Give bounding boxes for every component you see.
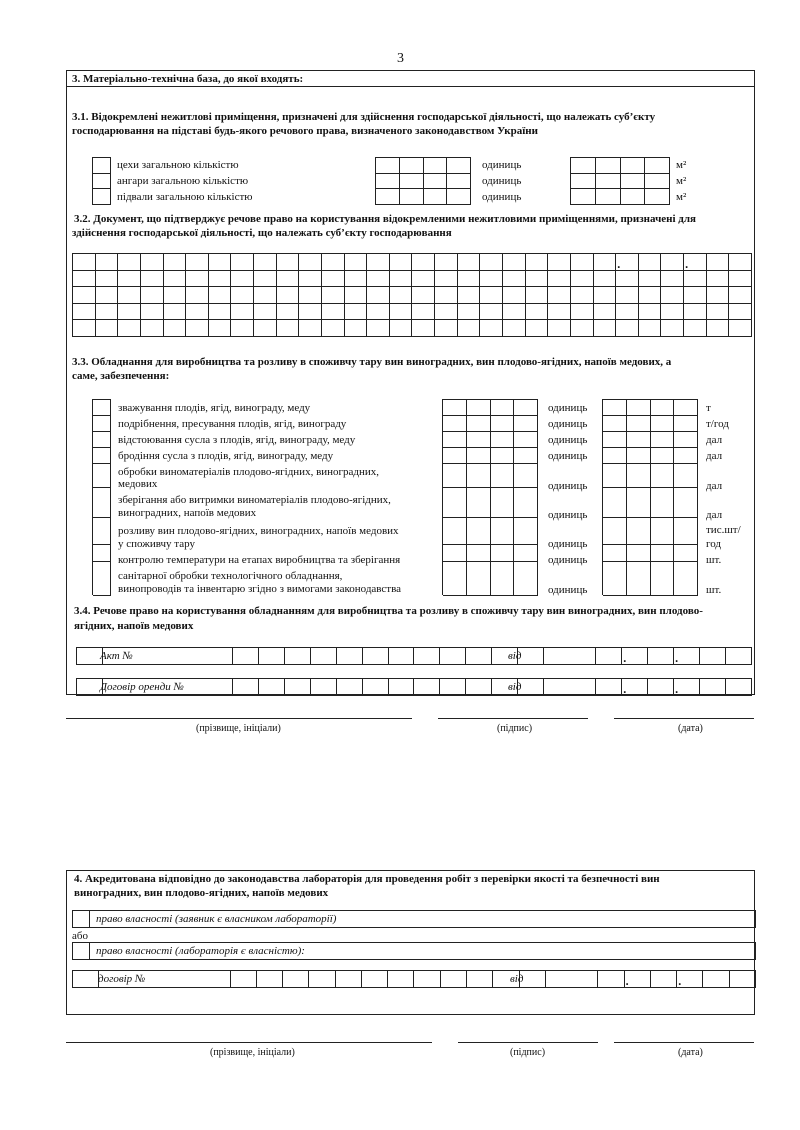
contract-from-label: від xyxy=(510,973,524,985)
capacity-unit-crushing: т/год xyxy=(706,418,729,430)
equip-label-sanitation-2: винопроводів та інвентарю згідно з вимогами законодавства xyxy=(118,583,402,595)
capacity-unit-weighing: т xyxy=(706,402,711,414)
equip-unit-temperature: одиниць xyxy=(548,554,588,566)
equip-label-storage-1: зберігання або витримки виноматеріалів плодово-ягідних, xyxy=(118,494,391,506)
checkbox-sanitation[interactable] xyxy=(93,562,111,596)
equip-unit-weighing: одиниць xyxy=(548,402,588,414)
count-grid-3-3[interactable] xyxy=(442,399,538,595)
equip-label-crushing: подрібнення, пресування плодів, ягід, винограду xyxy=(118,418,347,430)
act-from-label: від xyxy=(508,650,522,662)
signature-caption-1: (підпис) xyxy=(497,723,533,734)
equip-label-weighing: зважування плодів, ягід, винограду, меду xyxy=(118,402,311,414)
signature-line-2[interactable] xyxy=(458,1042,598,1043)
own-lab-label: право власності (заявник є власником лабораторії) xyxy=(96,913,337,925)
capacity-unit-processing: дал xyxy=(706,480,723,492)
contract-label: договір № xyxy=(98,973,146,985)
checkbox-fermentation[interactable] xyxy=(93,448,111,464)
lease-from-label: від xyxy=(508,681,522,693)
act-number-grid[interactable] xyxy=(76,647,752,665)
section-3-2-heading-line1: 3.2. Документ, що підтверджує речове право на користування відокремленими нежитловими приміщеннями, призначені для xyxy=(74,213,696,225)
equip-label-settling: відстоювання сусла з плодів, ягід, винограду, меду xyxy=(118,434,356,446)
name-caption-2: (прізвище, ініціали) xyxy=(210,1047,295,1058)
name-line-2[interactable] xyxy=(66,1042,432,1043)
checkbox-crushing[interactable] xyxy=(93,416,111,432)
equip-unit-fermentation: одиниць xyxy=(548,450,588,462)
checkbox-storage[interactable] xyxy=(93,488,111,518)
count-grid-3-1[interactable] xyxy=(375,157,471,205)
checkbox-processing[interactable] xyxy=(93,464,111,488)
section-3-1-heading-line2: господарювання на підставі будь-якого речового права, визначеного законодавством України xyxy=(72,125,538,137)
document-grid-3-2[interactable] xyxy=(72,253,752,337)
checkbox-weighing[interactable] xyxy=(93,400,111,416)
or-label: або xyxy=(72,930,88,942)
equip-unit-storage: одиниць xyxy=(548,509,588,521)
equip-label-bottling-1: розливу вин плодово-ягідних, виноградних, напоїв медових xyxy=(118,525,399,537)
page-number: 3 xyxy=(397,51,404,66)
row-label-hangars: ангари загальною кількістю xyxy=(117,175,249,187)
checkbox-temperature[interactable] xyxy=(93,545,111,562)
equip-label-sanitation-1: санітарної обробки технологічного обладнання, xyxy=(118,570,343,582)
capacity-unit-settling: дал xyxy=(706,434,723,446)
section-3-4-heading-line2: ягідних, напоїв медових xyxy=(74,620,194,632)
checkbox-settling[interactable] xyxy=(93,432,111,448)
equip-unit-processing: одиниць xyxy=(548,480,588,492)
own-lab2-label: право власності (лабораторія є власністю): xyxy=(96,945,305,957)
checkbox-basements[interactable] xyxy=(93,189,111,205)
date-caption-1: (дата) xyxy=(678,723,703,734)
checkbox-column-3-3 xyxy=(92,399,111,595)
area-grid-3-1[interactable] xyxy=(570,157,670,205)
capacity-grid-3-3[interactable] xyxy=(602,399,698,595)
section-3-title: 3. Матеріально-технічна база, до якої входять: xyxy=(72,73,304,85)
equip-unit-crushing: одиниць xyxy=(548,418,588,430)
capacity-unit-bottling-1: тис.шт/ xyxy=(706,524,741,536)
date-line-2[interactable] xyxy=(614,1042,754,1043)
equip-label-bottling-2: у споживчу тару xyxy=(118,538,195,550)
row-label-basements: підвали загальною кількістю xyxy=(117,191,253,203)
checkbox-bottling[interactable] xyxy=(93,518,111,545)
equip-label-processing-2: медових xyxy=(118,478,158,490)
signature-caption-2: (підпис) xyxy=(510,1047,546,1058)
equip-unit-settling: одиниць xyxy=(548,434,588,446)
section-3-4-heading-line1: 3.4. Речове право на користування обладнанням для виробництва та розливу в споживчу тару вин виноградних, вин плодово- xyxy=(74,605,703,617)
row-label-workshops: цехи загальною кількістю xyxy=(117,159,239,171)
section-3-3-heading-line2: саме, забезпечення: xyxy=(72,370,170,382)
capacity-unit-bottling-2: год xyxy=(706,538,722,550)
unit-units-2: одиниць xyxy=(482,175,522,187)
section-4-title-line1: 4. Акредитована відповідно до законодавства лабораторія для проведення робіт з перевірки якості та безпечності вин xyxy=(74,873,660,885)
checkbox-column-3-1 xyxy=(92,157,111,205)
checkbox-hangars[interactable] xyxy=(93,174,111,190)
equip-label-temperature: контролю температури на етапах виробництва та зберігання xyxy=(118,554,401,566)
section-3-2-heading-line2: здійснення господарської діяльності, що належать суб’єкту господарювання xyxy=(72,227,452,239)
section-4-title-line2: виноградних, вин плодово-ягідних, напоїв медових xyxy=(74,887,329,899)
act-label: Акт № xyxy=(100,650,133,662)
date-line-1[interactable] xyxy=(614,718,754,719)
unit-units-1: одиниць xyxy=(482,159,522,171)
capacity-unit-fermentation: дал xyxy=(706,450,723,462)
checkbox-own-lab2[interactable] xyxy=(72,942,90,960)
section-3-3-heading-line1: 3.3. Обладнання для виробництва та розливу в споживчу тару вин виноградних, вин плодово-ягідних, напоїв медових, а xyxy=(72,356,672,368)
capacity-unit-sanitation: шт. xyxy=(706,584,722,596)
date-caption-2: (дата) xyxy=(678,1047,703,1058)
equip-unit-bottling: одиниць xyxy=(548,538,588,550)
capacity-unit-storage: дал xyxy=(706,509,723,521)
name-caption-1: (прізвище, ініціали) xyxy=(196,723,281,734)
equip-unit-sanitation: одиниць xyxy=(548,584,588,596)
unit-m2-2: м² xyxy=(676,175,687,187)
equip-label-processing-1: обробки виноматеріалів плодово-ягідних, виноградних, xyxy=(118,466,380,478)
lease-label: Договір оренди № xyxy=(100,681,184,693)
checkbox-own-lab[interactable] xyxy=(72,910,90,928)
unit-m2-3: м² xyxy=(676,191,687,203)
equip-label-fermentation: бродіння сусла з плодів, ягід, винограду, меду xyxy=(118,450,334,462)
section-3-title-divider xyxy=(66,86,755,87)
capacity-unit-temperature: шт. xyxy=(706,554,722,566)
signature-line-1[interactable] xyxy=(438,718,588,719)
checkbox-workshops[interactable] xyxy=(93,158,111,174)
equip-label-storage-2: виноградних, напоїв медових xyxy=(118,507,257,519)
name-line-1[interactable] xyxy=(66,718,412,719)
unit-units-3: одиниць xyxy=(482,191,522,203)
contract-number-grid[interactable] xyxy=(72,970,756,988)
section-3-1-heading-line1: 3.1. Відокремлені нежитлові приміщення, призначені для здійснення господарської діяльності, що належать суб’єкту xyxy=(72,111,656,123)
unit-m2-1: м² xyxy=(676,159,687,171)
